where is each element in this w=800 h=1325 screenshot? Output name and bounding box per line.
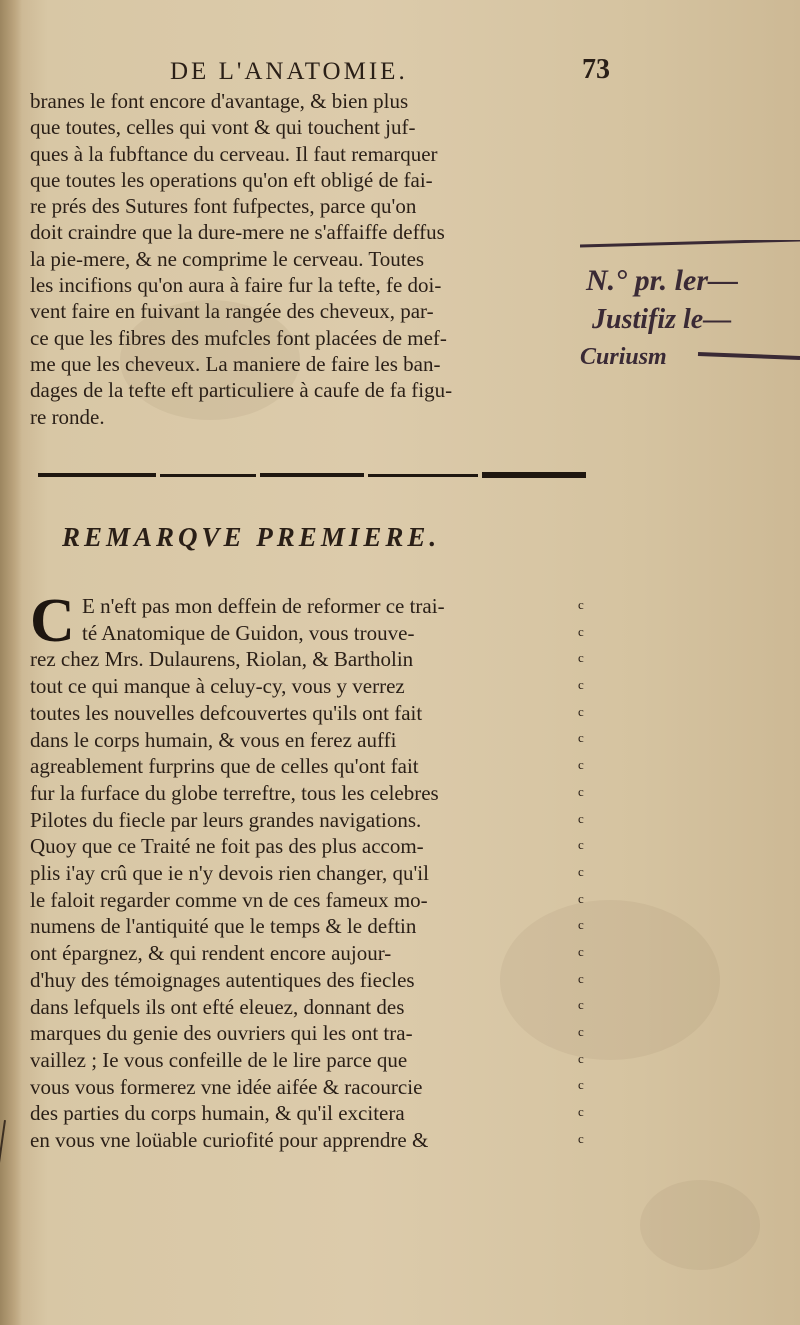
text-line: les incifions qu'on aura à faire fur la tefte, fe doi- <box>30 273 442 298</box>
text-line: E n'eft pas mon deffein de reformer ce trai- <box>82 594 445 618</box>
margin-quote-mark: c <box>578 757 584 773</box>
paragraph-continued <box>30 88 600 430</box>
margin-quote-mark: c <box>578 1104 584 1120</box>
text-line: plis i'ay crû que ie n'y devois rien changer, qu'il <box>30 861 429 886</box>
section-title: REMARQVE PREMIERE. <box>62 522 441 552</box>
margin-quote-mark: c <box>578 1077 584 1093</box>
drop-cap: C <box>30 587 75 655</box>
text-line: vous vous formerez vne idée aifée & racourcie <box>30 1074 423 1099</box>
margin-quote-mark: c <box>578 1050 584 1066</box>
handwritten-annotation <box>580 240 800 380</box>
annotation-line: Justifiz le— <box>592 304 732 335</box>
text-line: dans lefquels ils ont efté eleuez, donnant des <box>30 994 405 1019</box>
text-line: tout ce qui manque à celuy-cy, vous y verrez <box>30 674 405 699</box>
text-line: ont épargnez, & qui rendent encore aujour- <box>30 941 392 966</box>
text-line: le faloit regarder comme vn de ces fameux mo- <box>30 887 428 912</box>
text-line: té Anatomique de Guidon, vous trouve- <box>82 620 415 645</box>
margin-quote-marks <box>578 597 598 1157</box>
text-line: numens de l'antiquité que le temps & le deftin <box>30 914 417 939</box>
margin-quote-mark: c <box>578 1130 584 1146</box>
paper-stain <box>640 1180 760 1270</box>
text-line: doit craindre que la dure-mere ne s'affaiffe deffus <box>30 220 445 245</box>
margin-quote-mark: c <box>578 730 584 746</box>
text-line: vent faire en fuivant la rangée des cheveux, par- <box>30 299 434 324</box>
text-line: vaillez ; Ie vous confeille de le lire parce que <box>30 1047 408 1072</box>
text-line: re prés des Sutures font fufpectes, parce qu'on <box>30 194 417 219</box>
margin-quote-mark: c <box>578 783 584 799</box>
margin-quote-mark: c <box>578 837 584 853</box>
margin-quote-mark: c <box>578 943 584 959</box>
text-line: Quoy que ce Traité ne foit pas des plus accom- <box>30 834 424 859</box>
margin-quote-mark: c <box>578 863 584 879</box>
text-line: marques du genie des ouvriers qui les ont tra- <box>30 1021 413 1046</box>
text-line: des parties du corps humain, & qu'il excitera <box>30 1101 405 1126</box>
text-line: que toutes les operations qu'on eft obligé de fai- <box>30 167 433 192</box>
margin-quote-mark: c <box>578 703 584 719</box>
text-line: la pie-mere, & ne comprime le cerveau. Toutes <box>30 246 425 271</box>
text-line: branes le font encore d'avantage, & bien plus <box>30 89 409 113</box>
text-line: fur la furface du globe terreftre, tous les celebres <box>30 780 439 805</box>
text-line: agreablement furprins que de celles qu'ont fait <box>30 754 419 779</box>
text-line: dans le corps humain, & vous en ferez auffi <box>30 727 397 752</box>
margin-quote-mark: c <box>578 650 584 666</box>
text-line: ques à la fubftance du cerveau. Il faut remarquer <box>30 141 438 166</box>
margin-quote-mark: c <box>578 623 584 639</box>
text-line: toutes les nouvelles defcouvertes qu'ils ont fait <box>30 700 423 725</box>
text-line: dages de la tefte eft particuliere à caufe de fa figu- <box>30 378 453 403</box>
margin-quote-mark: c <box>578 810 584 826</box>
text-line: re ronde. <box>30 404 105 429</box>
text-line: que toutes, celles qui vont & qui touchent juf- <box>30 115 416 140</box>
margin-quote-mark: c <box>578 597 584 612</box>
running-head: DE L'ANATOMIE. <box>170 58 408 85</box>
margin-quote-mark: c <box>578 970 584 986</box>
annotation-line: Curiusm <box>580 344 667 370</box>
text-line: rez chez Mrs. Dulaurens, Riolan, & Bartholin <box>30 647 414 672</box>
paragraph-remarque <box>30 593 600 1154</box>
text-line: en vous vne loüable curiofité pour apprendre & <box>30 1128 429 1153</box>
margin-quote-mark: c <box>578 917 584 933</box>
page-number: 73 <box>582 54 610 85</box>
margin-quote-mark: c <box>578 890 584 906</box>
annotation-line: N.° pr. ler— <box>586 264 739 297</box>
text-line: ce que les fibres des mufcles font placées de mef- <box>30 325 447 350</box>
margin-quote-mark: c <box>578 1024 584 1039</box>
text-line: d'huy des témoignages autentiques des fiecles <box>30 967 415 992</box>
margin-quote-mark: c <box>578 997 584 1013</box>
text-line: Pilotes du fiecle par leurs grandes navigations. <box>30 807 422 832</box>
text-line: me que les cheveux. La maniere de faire les ban- <box>30 351 441 376</box>
ornamental-divider <box>38 470 586 480</box>
margin-quote-mark: c <box>578 677 584 693</box>
